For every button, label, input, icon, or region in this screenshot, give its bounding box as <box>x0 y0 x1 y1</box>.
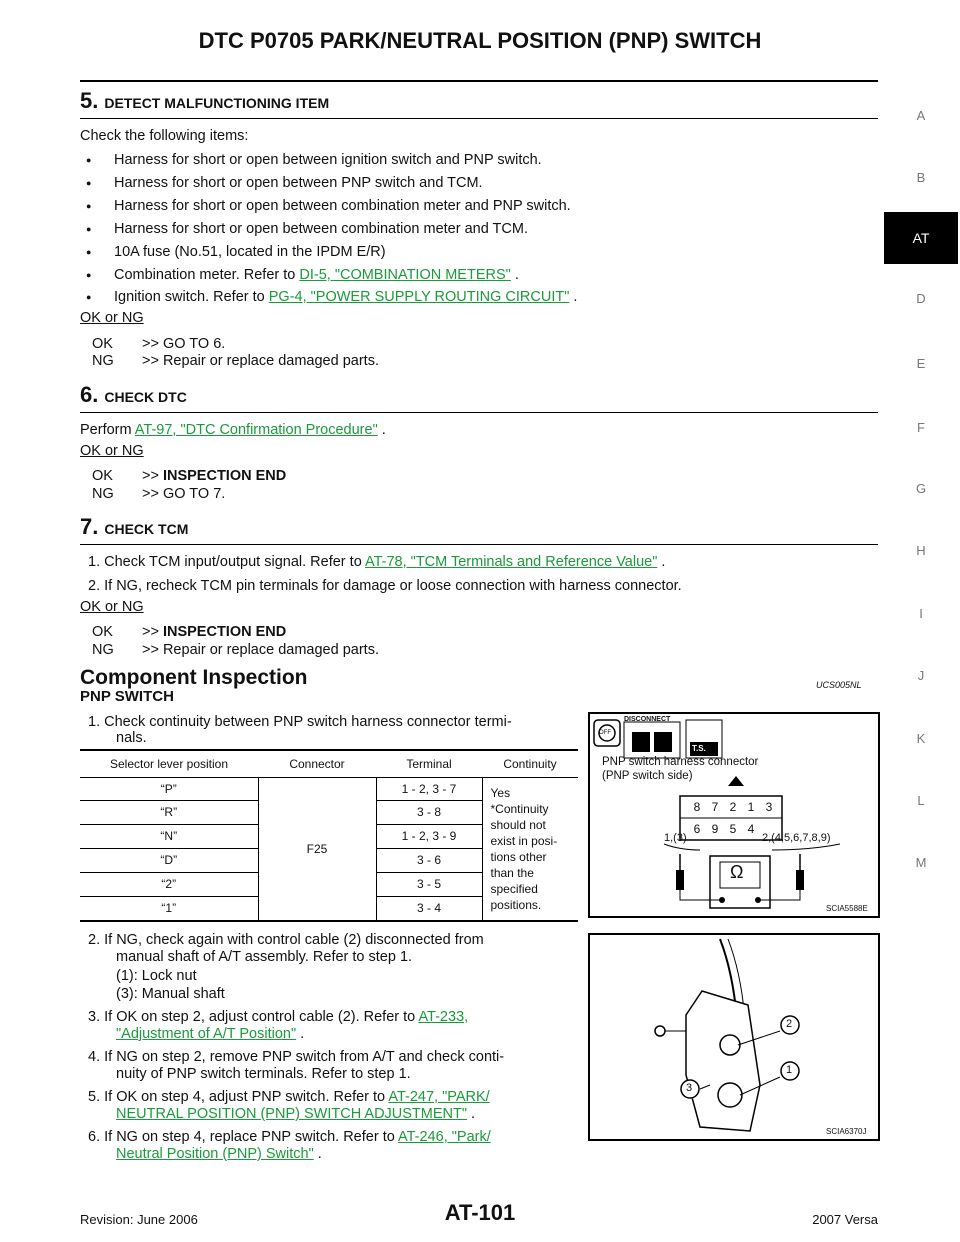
lead-left-label: 1,(3) <box>664 832 687 844</box>
list-item: ● Harness for short or open between PNP switch and TCM. <box>86 173 483 193</box>
step-1-line-b: nals. <box>116 730 147 746</box>
table-cell: 1 - 2, 3 - 7 <box>401 781 457 796</box>
dtc-confirmation-link[interactable]: AT-97, "DTC Confirmation Procedure" <box>134 422 378 438</box>
side-tab-j[interactable]: J <box>917 668 925 683</box>
step-6-line-b: Neutral Position (PNP) Switch" . <box>116 1146 322 1162</box>
result-ok: OK >> INSPECTION END <box>92 468 287 484</box>
step-6-line-a: 6. If NG on step 4, replace PNP switch. Refer to AT-246, "Park/ <box>88 1129 491 1145</box>
section-6-heading: 6. CHECK DTC <box>80 382 878 413</box>
step-2-line-a: 2. If NG, check again with control cable (2) disconnected from <box>88 932 484 948</box>
table-cell: “2” <box>161 877 177 891</box>
section-7-heading: 7. CHECK TCM <box>80 514 878 545</box>
table-cell: F25 <box>258 777 376 920</box>
step-2-line-b: manual shaft of A/T assembly. Refer to step 1. <box>116 949 413 965</box>
side-tab-e[interactable]: E <box>916 356 926 371</box>
col-header: Continuity <box>503 756 557 771</box>
table-cell: “P” <box>160 781 177 796</box>
header-rule <box>80 80 878 82</box>
adjustment-link[interactable]: AT-233, <box>418 1009 469 1025</box>
revision-date: Revision: June 2006 <box>80 1212 198 1227</box>
ok-or-ng-label: OK or NG <box>80 599 144 615</box>
ok-or-ng-label: OK or NG <box>80 443 144 459</box>
side-tab-f[interactable]: F <box>917 420 925 435</box>
table-cell: 3 - 8 <box>416 805 441 819</box>
side-tab-at[interactable]: AT <box>884 212 958 264</box>
ts-label: T.S. <box>692 744 706 753</box>
continuity-cell: Yes *Continuity should not exist in posi- tions other than the specified positions. <box>482 777 578 920</box>
result-ng: NG >> GO TO 7. <box>92 486 226 502</box>
side-tab-h[interactable]: H <box>916 543 926 558</box>
figure-code: SCIA5588E <box>826 904 868 913</box>
step-4-line-b: nuity of PNP switch terminals. Refer to step 1. <box>116 1066 411 1082</box>
table-cell: 1 - 2, 3 - 9 <box>401 829 457 843</box>
table-cell: 3 - 6 <box>416 853 441 867</box>
lead-right-label: 2,(4,5,6,7,8,9) <box>762 832 831 844</box>
step-4-line-a: 4. If NG on step 2, remove PNP switch from A/T and check conti- <box>88 1049 505 1065</box>
side-tab-i[interactable]: I <box>919 606 923 621</box>
list-item: ● Combination meter. Refer to DI-5, "COMBINATION METERS" . <box>86 265 519 285</box>
side-tab-b[interactable]: B <box>916 170 926 185</box>
disconnect-icon <box>624 722 680 758</box>
component-code: UCS005NL <box>816 680 862 690</box>
control-cable-figure <box>588 933 880 1141</box>
table-cell: “1” <box>161 901 177 916</box>
step-2-line-c: (1): Lock nut <box>116 968 197 984</box>
table-cell: 3 - 5 <box>416 877 441 891</box>
side-tab-d[interactable]: D <box>916 291 926 306</box>
callout-3: 3 <box>686 1082 693 1094</box>
adjustment-link[interactable]: "Adjustment of A/T Position" <box>116 1026 297 1042</box>
step-5-line-b: NEUTRAL POSITION (PNP) SWITCH ADJUSTMENT" . <box>116 1106 476 1122</box>
list-item: ● Harness for short or open between combination meter and TCM. <box>86 219 528 239</box>
callout-1: 1 <box>786 1064 793 1076</box>
pins-top-row: 8 7 2 1 3 <box>693 800 773 814</box>
result-ng: NG >> Repair or replace damaged parts. <box>92 353 379 369</box>
list-item: ● Harness for short or open between combination meter and PNP switch. <box>86 196 571 216</box>
side-tab-a[interactable]: A <box>916 108 926 123</box>
side-tab-m[interactable]: M <box>915 855 927 870</box>
list-item: ● Harness for short or open between ignition switch and PNP switch. <box>86 150 542 170</box>
ok-or-ng-label: OK or NG <box>80 310 144 326</box>
table-cell: “R” <box>160 805 178 819</box>
list-item: ● 10A fuse (No.51, located in the IPDM E/R) <box>86 242 386 262</box>
figure-code: SCIA6370J <box>826 1127 867 1136</box>
pnp-adjustment-link[interactable]: NEUTRAL POSITION (PNP) SWITCH ADJUSTMENT" <box>116 1106 468 1122</box>
step-3-line-b: "Adjustment of A/T Position" . <box>116 1026 305 1042</box>
section-5-title: DETECT MALFUNCTIONING ITEM <box>104 95 330 111</box>
page-title: DTC P0705 PARK/NEUTRAL POSITION (PNP) SWITCH <box>198 28 762 53</box>
connector-figure <box>588 712 880 918</box>
pins-bottom-row: 6 9 5 4 <box>693 822 755 836</box>
power-supply-routing-link[interactable]: PG-4, "POWER SUPPLY ROUTING CIRCUIT" <box>268 289 570 305</box>
result-ok: OK >> INSPECTION END <box>92 624 287 640</box>
combination-meters-link[interactable]: DI-5, "COMBINATION METERS" <box>299 267 511 283</box>
table-cell: “D” <box>160 853 178 867</box>
col-header: Terminal <box>406 756 452 771</box>
pnp-switch-subtitle: PNP SWITCH <box>80 688 174 705</box>
section-5-heading <box>80 88 878 119</box>
section-7-step-2: 2. If NG, recheck TCM pin terminals for damage or loose connection with harness connector. <box>88 578 682 594</box>
col-header: Selector lever position <box>109 756 229 771</box>
page-number: AT-101 <box>444 1200 516 1225</box>
step-1-line-a: 1. Check continuity between PNP switch harness connector termi- <box>88 714 512 730</box>
pnp-switch-link[interactable]: Neutral Position (PNP) Switch" <box>116 1146 314 1162</box>
col-header: Connector <box>289 756 345 771</box>
off-label: OFF <box>599 730 611 736</box>
side-tab-g[interactable]: G <box>915 481 927 496</box>
component-inspection-title: Component Inspection <box>80 666 308 689</box>
side-tab-k[interactable]: K <box>916 731 926 746</box>
section-7-step-1: 1. Check TCM input/output signal. Refer to AT-78, "TCM Terminals and Reference Value" . <box>88 554 666 570</box>
pnp-adjustment-link[interactable]: AT-247, "PARK/ <box>388 1089 490 1105</box>
ohm-icon: Ω <box>730 862 744 882</box>
section-6-text: Perform AT-97, "DTC Confirmation Procedure" . <box>80 422 386 438</box>
continuity-table <box>80 749 578 922</box>
section-5-intro: Check the following items: <box>80 128 249 144</box>
model-year: 2007 Versa <box>812 1212 878 1227</box>
harness-connector-side-label: (PNP switch side) <box>602 770 693 782</box>
tcm-terminals-link[interactable]: AT-78, "TCM Terminals and Reference Value" <box>365 554 658 570</box>
table-cell: 3 - 4 <box>416 901 441 916</box>
section-5-number: 5. <box>80 88 99 113</box>
disconnect-label: DISCONNECT <box>624 716 671 723</box>
table-cell: “N” <box>160 829 178 843</box>
callout-2: 2 <box>786 1018 793 1030</box>
side-tab-l[interactable]: L <box>917 793 925 808</box>
pnp-switch-link[interactable]: AT-246, "Park/ <box>398 1129 491 1145</box>
harness-connector-label: PNP switch harness connector <box>602 756 759 768</box>
list-item: ● Ignition switch. Refer to PG-4, "POWER SUPPLY ROUTING CIRCUIT" . <box>86 287 577 307</box>
step-3-line-a: 3. If OK on step 2, adjust control cable (2). Refer to AT-233, <box>88 1009 469 1025</box>
step-2-line-d: (3): Manual shaft <box>116 986 225 1002</box>
result-ng: NG >> Repair or replace damaged parts. <box>92 642 379 658</box>
result-ok: OK >> GO TO 6. <box>92 336 226 352</box>
step-5-line-a: 5. If OK on step 4, adjust PNP switch. Refer to AT-247, "PARK/ <box>88 1089 490 1105</box>
